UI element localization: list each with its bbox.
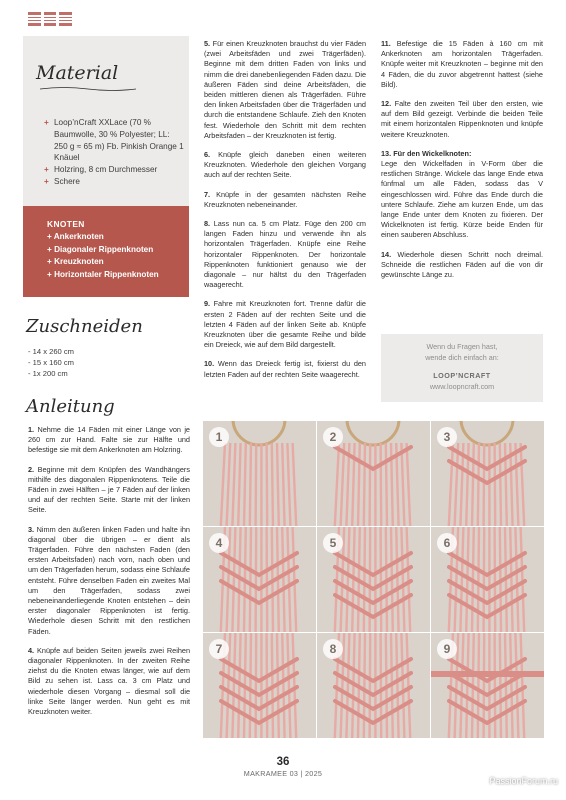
step-number-badge: 6 [437, 533, 457, 553]
step-photo [431, 421, 544, 526]
step: 2. Beginne mit dem Knüpfen des Wandhängers mithilfe des diagonalen Rippenknotens. Teile die Fäden in zwei Hälften – je 7 Fäden auf der linken und auf der rechten Seite. Starte mit der linken Seite. [28, 464, 190, 515]
knots-list [47, 231, 189, 281]
knots-heading: KNOTEN [47, 219, 85, 229]
step: 11. Befestige die 15 Fäden à 160 cm mit Ankerknoten am horizontalen Trägerfaden. Knüpfe weiter mit Kreuzknoten – beginne mit den 4 Fäden, die du zuvor abgetrennt hattest (siehe Bild). [381, 39, 543, 89]
site-watermark: PassionForum.ru [489, 776, 558, 786]
magazine-logo-mark [28, 12, 72, 26]
step-number-badge: 7 [209, 639, 229, 659]
step: 8. Lass nun ca. 5 cm Platz. Füge den 200 cm langen Faden hinzu und verwende ihn als horizontalen Trägerfaden. Knüpfe eine Reihe horizontaler Rippenknoten. Der horizontale Rippenknoten funktioniert genauso wie der diagonale – nur hältst du den Trägerfaden waagerecht. [204, 219, 367, 290]
step-number-badge: 5 [323, 533, 343, 553]
instructions-heading: Anleitung [26, 396, 115, 417]
step: 6. Knüpfe gleich daneben einen weiteren Kreuzknoten. Wiederhole den gleichen Vorgang auch auf der rechten Seite. [204, 150, 366, 180]
knot-item: + Horizontaler Rippenknoten [47, 269, 189, 282]
step-photo [203, 633, 316, 738]
step: 1. Nehme die 14 Fäden mit einer Länge von je 260 cm zur Hand. Falte sie zur Hälfte und befestige sie mit dem Ankerknoten am Holzring. [28, 425, 190, 455]
step: 4. Knüpfe auf beiden Seiten jeweils zwei Reihen diagonaler Rippenknoten. In der zweiten Reihe ziehst du die Knoten etwas länger, wie auf dem Bild zu sehen ist. Lass ca. 3 cm Platz und wiederhole diesen Vorgang – diesmal soll die linke Seite länger werden. Nun geht es mit Kreuzknoten weiter. [28, 645, 191, 717]
step-number-badge: 9 [437, 639, 457, 659]
step-photo-grid [203, 421, 544, 737]
material-item: + Holzring, 8 cm Durchmesser [44, 164, 184, 176]
cut-item: - 14 x 260 cm [28, 346, 74, 357]
step-photo [431, 527, 544, 632]
step-number-badge: 8 [323, 639, 343, 659]
cutting-list [28, 346, 74, 380]
step: 9. Fahre mit Kreuzknoten fort. Trenne dafür die ersten 2 Fäden auf der rechten Seite und die letzten 4 Fäden auf der linken Seite ab. Knüpfe Kreuzknoten über die gesamte Reihe und bilde ein Dreieck, wie auf dem Bild dargestellt. [204, 299, 366, 350]
material-item: + Loop’nCraft XXLace (70 % Baumwolle, 30 % Polyester; LL: 250 g ≈ 65 m) Fb. Pinkish Orange 1 Knäuel [44, 117, 184, 164]
step-photo [203, 421, 316, 526]
contact-line: wende dich einfach an: [425, 352, 499, 362]
knot-item: + Diagonaler Rippenknoten [47, 244, 189, 257]
knots-panel [23, 206, 189, 297]
material-item: + Schere [44, 176, 184, 188]
cutting-heading: Zuschneiden [26, 316, 143, 337]
step: 13. Für den Wickelknoten: Lege den Wickelfaden in V-Form über die restlichen Stränge. Wickele das lange Ende etwa fünfmal um alle Fäden, sodass das V eingeschlossen wird. Führe das Ende durch die untere Schlaufe. Ziehe am kurzen Ende, um das lange Ende unter dem Knoten zu fixieren. Der Wickelknoten ist fertig. Kürze beide Enden für einen sauberen Abschluss. [381, 148, 543, 240]
underline-flourish-icon [40, 86, 136, 92]
step: 7. Knüpfe in der gesamten nächsten Reihe Kreuzknoten nebeneinander. [204, 189, 367, 209]
material-list [44, 117, 184, 188]
step-photo [431, 633, 544, 738]
brand-name: LOOP’NCRAFT [433, 371, 491, 380]
step-number-badge: 3 [437, 427, 457, 447]
step-number-badge: 4 [209, 533, 229, 553]
step: 5. Für einen Kreuzknoten brauchst du vier Fäden (zwei Arbeitsfäden und zwei Trägerfäden). Beginne mit dem dritten Faden von links und nimm die drei danebenliegenden Fäden dazu. Die äußeren Fäden sind deine Arbeitsfäden, die beiden mittleren dienen als Trägerfäden. Führe den linken Arbeitsfaden über die Trägerfäden und durch die entstandene Schlaufe. Zieh den Knoten fest. Wiederhole den Schritt mit dem rechten Arbeitsfaden – der Kreuzknoten ist fertig. [204, 39, 366, 140]
page-footer [0, 756, 566, 778]
step-photo [317, 421, 430, 526]
page-number: 36 [276, 756, 290, 768]
step: 3. Nimm den äußeren linken Faden und halte ihn diagonal über die übrigen – er dient als Trägerfaden. Führe den nächsten Faden (den ersten Arbeitsfaden) nach vorn, nach oben und um den Trägerfaden herum, sodass eine Schlaufe entsteht. Führe denselben Faden ein zweites Mal um den Trägerfaden, sodass zwei nebeneinanderliegende Knoten entstehen – dein erster diagonaler Rippenknoten ist fertig. Wiederhole diesen Schritt mit den restlichen Fäden. [28, 524, 190, 636]
issue-label: MAKRAMEE 03 | 2025 [243, 769, 323, 778]
knot-item: + Kreuzknoten [47, 256, 189, 269]
cut-item: - 1x 200 cm [28, 368, 74, 379]
step-photo [317, 633, 430, 738]
instructions-column-1 [28, 425, 190, 726]
step-number-badge: 1 [209, 427, 229, 447]
contact-line: Wenn du Fragen hast, [426, 342, 498, 351]
knot-item: + Ankerknoten [47, 231, 189, 244]
brand-url[interactable]: www.loopncraft.com [429, 381, 495, 391]
cut-item: - 15 x 160 cm [28, 357, 74, 368]
contact-box [381, 334, 543, 402]
step: 10. Wenn das Dreieck fertig ist, fixierst du den letzten Faden auf der rechten Seite waagerecht. [204, 359, 366, 379]
material-heading: Material [36, 62, 119, 84]
step: 12. Falte den zweiten Teil über den ersten, wie auf dem Bild gezeigt. Verbinde die beiden Teile mit einem horizontalen Rippenknoten und knüpfe weitere Kreuzknoten. [381, 99, 543, 139]
step-number-badge: 2 [323, 427, 343, 447]
step: 14. Wiederhole diesen Schritt noch dreimal. Schneide die restlichen Fäden auf die von dir gewünschte Länge zu. [381, 249, 543, 280]
instructions-column-3 [381, 39, 543, 289]
instructions-column-2 [204, 39, 366, 389]
step-photo [203, 527, 316, 632]
step-photo [317, 527, 430, 632]
